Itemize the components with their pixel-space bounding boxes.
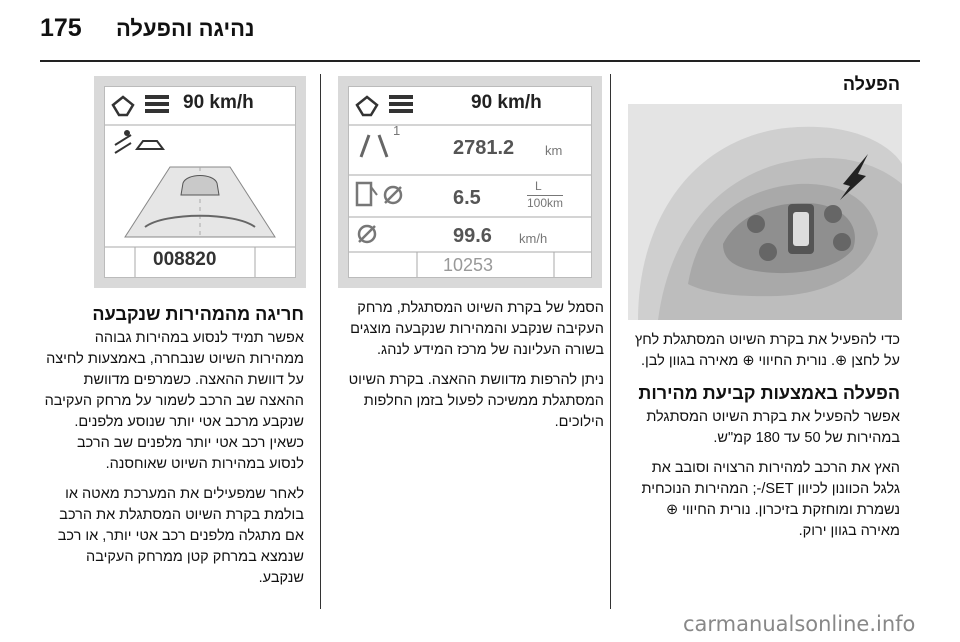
driver-info-display-middle [338, 76, 602, 288]
page-number: 175 [40, 14, 82, 42]
display-speed: 90 km/h [471, 92, 542, 113]
display-odometer: 2781.2 [453, 137, 515, 159]
steering-wheel-figure [628, 104, 902, 320]
header-rule [40, 60, 920, 62]
lane-icon [361, 135, 387, 157]
display-average-speed-unit: km/h [519, 231, 548, 246]
middle-paragraph-1: הסמל של בקרת השיוט המסתגלת, מרחק העקיבה שנקבע והמהירות שנקבעה מוצגים בשורה העליונה של מרכז המידע לנהג. [350, 300, 604, 358]
right-paragraph-2: אפשר להפעיל את בקרת השיוט המסתגלת במהירות של 50 עד 180 קמ"ש. [646, 409, 900, 446]
display-screen [348, 86, 592, 278]
display-gear: 1 [393, 123, 401, 138]
right-column [628, 72, 900, 98]
middle-column-text [336, 298, 604, 442]
column-divider [320, 74, 321, 609]
display-odometer-unit: km [545, 143, 563, 158]
right-paragraph-1: כדי להפעיל את בקרת השיוט המסתגלת לחץ על לחצן ⊕. נורית החיווי ⊕ מאירה בגוון לבן. [634, 332, 900, 369]
steering-wheel-illustration [628, 104, 902, 320]
road-perspective [125, 167, 275, 237]
display-fuel-unit: 100km [527, 196, 564, 210]
display-fuel-label: L [535, 179, 542, 193]
driver-info-display-left [94, 76, 306, 288]
fuel-pump-icon [357, 183, 377, 205]
following-distance-icon [145, 95, 169, 113]
display-odometer: 008820 [153, 249, 217, 270]
display-speed: 90 km/h [183, 92, 254, 113]
left-column-text [40, 302, 304, 598]
adaptive-cruise-icon [113, 97, 133, 115]
display-fuel: 6.5 [453, 187, 481, 209]
display-screen [104, 86, 296, 278]
left-subtitle: חריגה מהמהירות שנקבעה [92, 304, 304, 324]
right-column-text [628, 330, 900, 551]
right-subtitle: הפעלה באמצעות קביעת מהירות [638, 383, 900, 403]
column-divider [610, 74, 611, 609]
section-title: נהיגה והפעלה [116, 16, 255, 41]
display-trip: 10253 [443, 255, 494, 275]
display-graphics [349, 87, 591, 277]
display-average-speed: 99.6 [453, 225, 492, 247]
watermark: carmanualsonline.info [683, 612, 916, 636]
following-distance-icon [389, 95, 413, 113]
right-column-title: הפעלה [842, 74, 900, 94]
left-paragraph-1: אפשר תמיד לנסוע במהירות גבוהה ממהירות השיוט שנבחרה, באמצעות לחיצה על דוושת ההאצה. כשמרפים מדוושת ההאצה שב הרכב לשמור על מרחק העקיבה שנקבע מרכב אטי יותר שנוסע מלפנים. כשאין רכב אטי יותר מלפנים שב הרכב לנסוע במהירות השיוט שאוחסנה. [44, 330, 304, 472]
middle-paragraph-2: ניתן להרפות מדוושת ההאצה. בקרת השיוט המסתגלת ממשיכה לפעול בזמן החלפות הילוכים. [348, 372, 604, 430]
page-header [40, 14, 920, 54]
left-paragraph-2: לאחר שמפעילים את המערכת מאטה או בולמת בקרת השיוט המסתגלת את הרכב אם מתגלה מלפנים רכב אטי יותר, או רכב שנמצא במרחק קטן ממרחק העקיבה שנקבע. [57, 486, 304, 586]
average-icon [359, 187, 401, 242]
adaptive-cruise-icon [357, 97, 377, 115]
right-paragraph-3: האץ את הרכב למהירות הרצויה וסובב את גלגל הכוונון לכיוון SET/-; המהירות הנוכחית נשמרת ומוחזקת בזיכרון. נורית החיווי ⊕ מאירה בגוון ירוק. [641, 460, 900, 539]
vehicle-ahead-icon [115, 130, 163, 153]
